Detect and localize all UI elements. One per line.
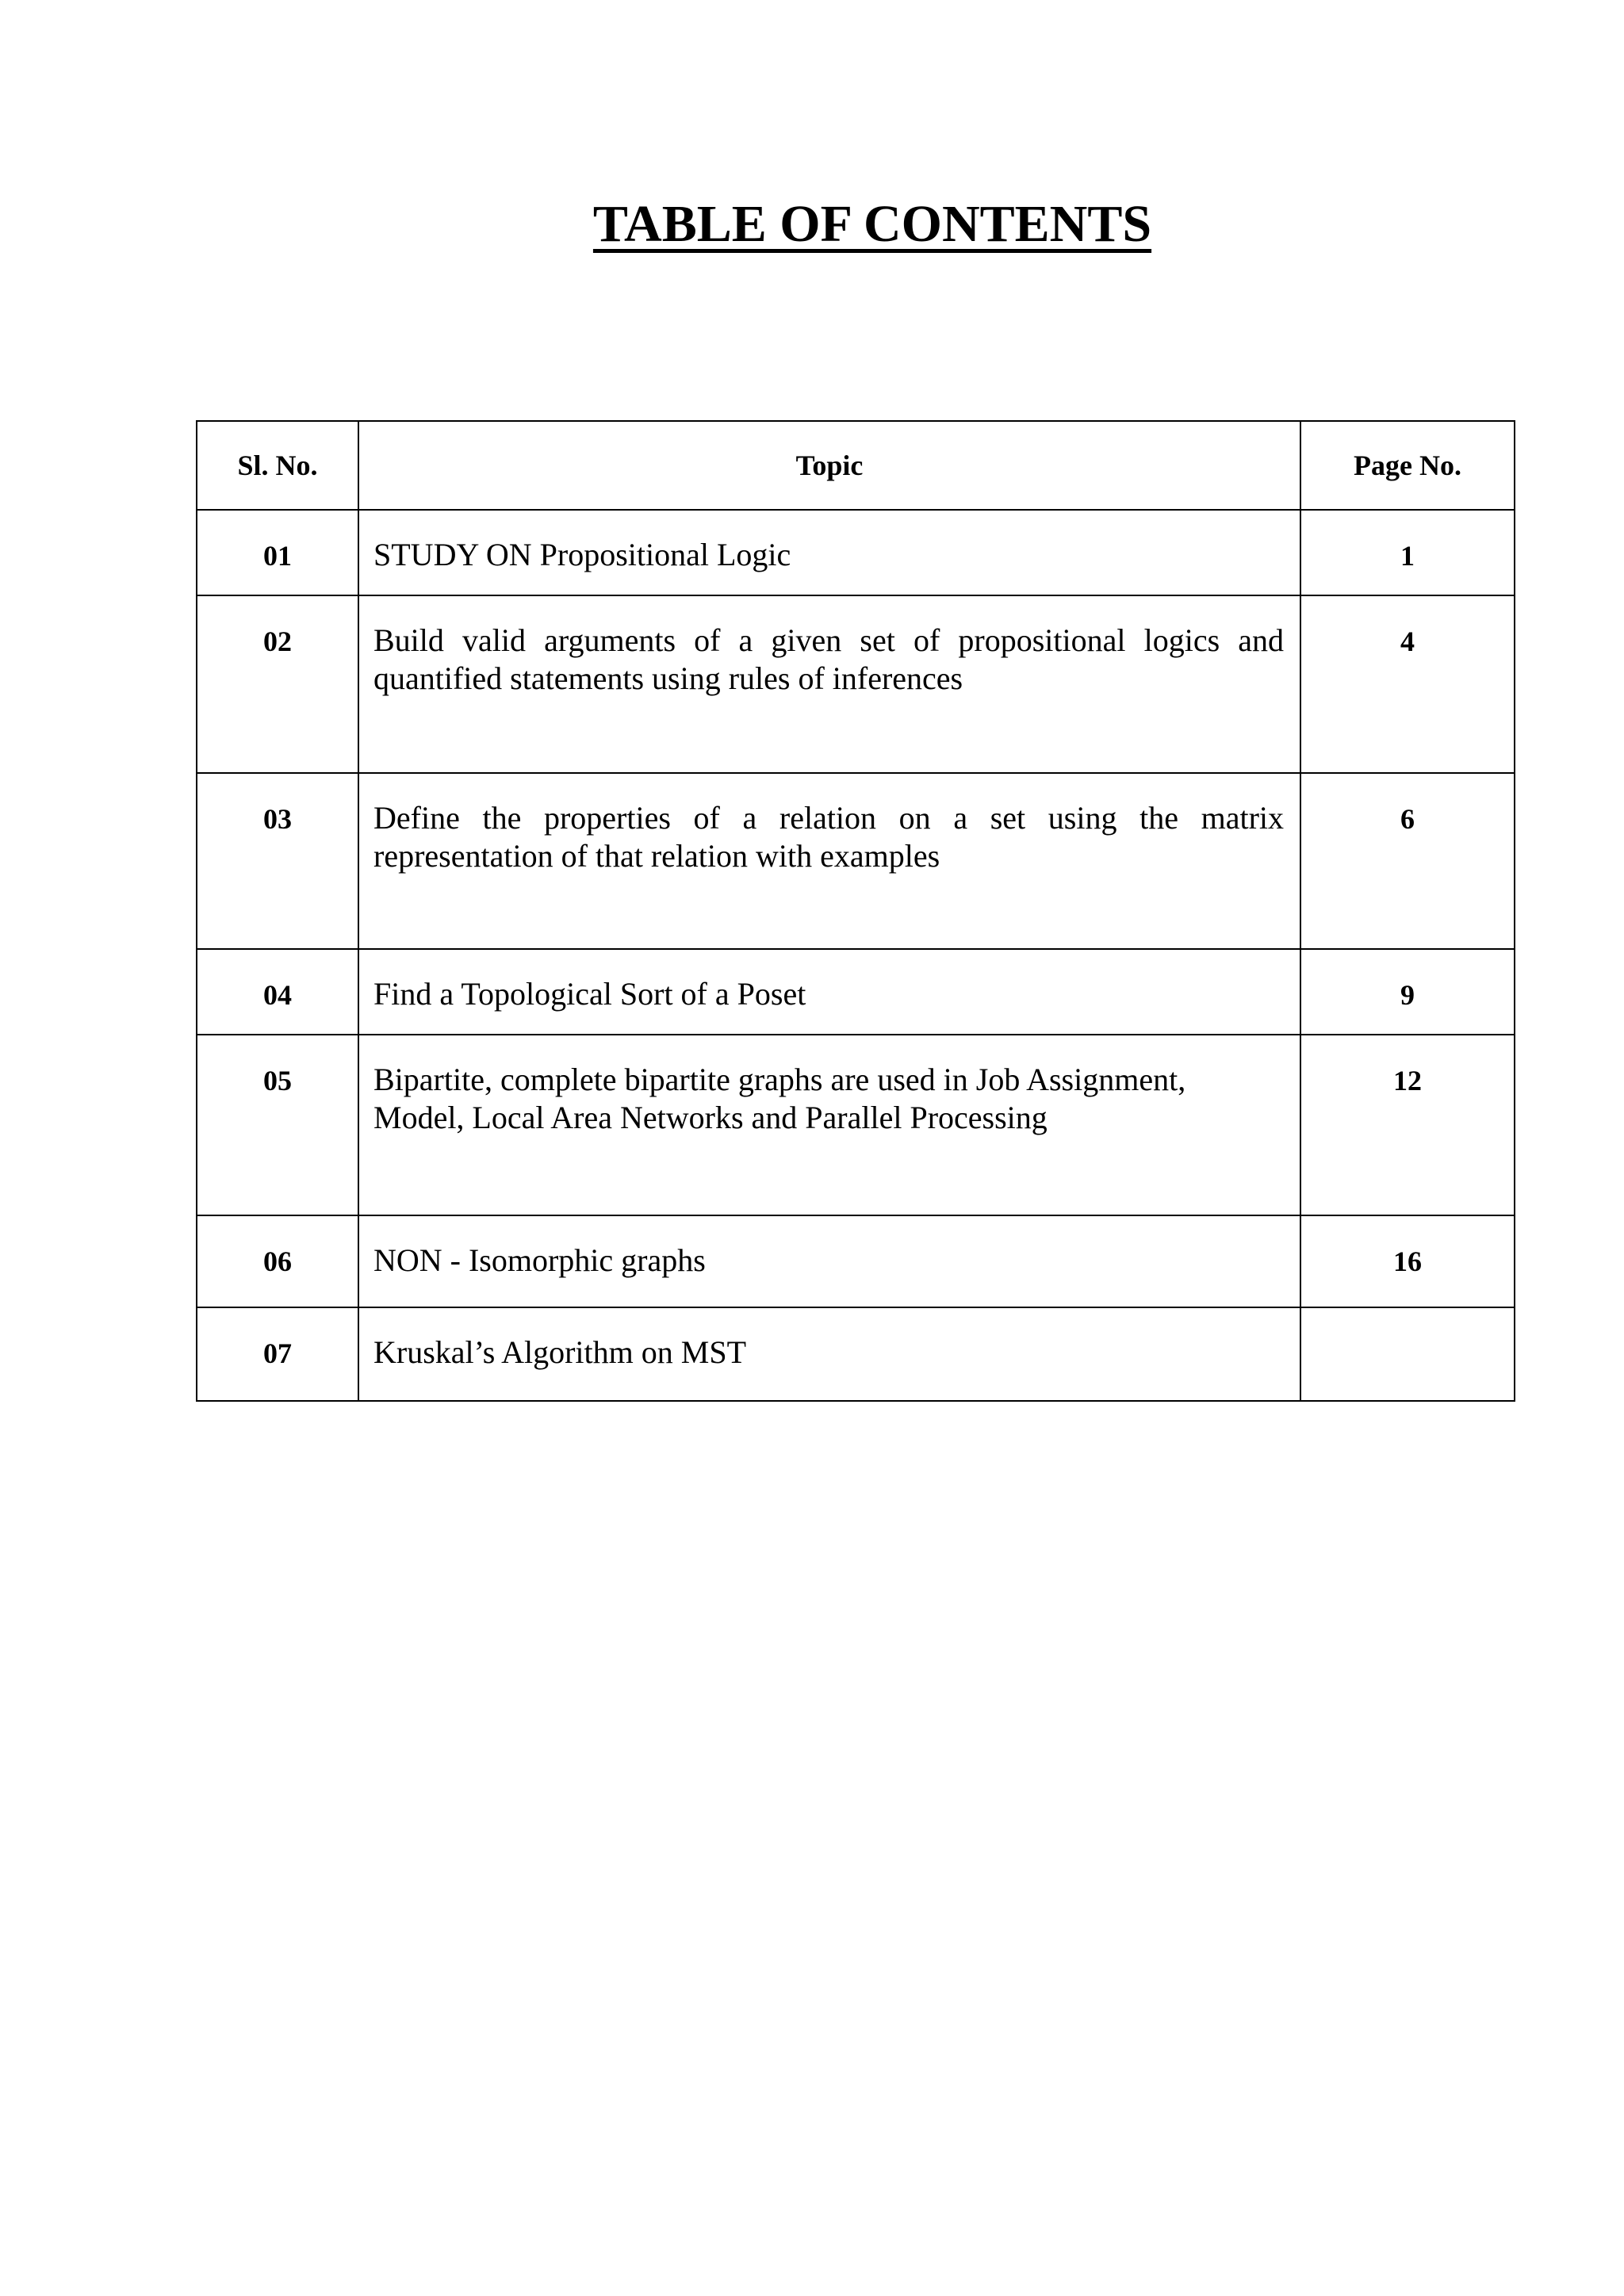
row-topic: Define the properties of a relation on a set using the matrix representation of that relation with examples: [358, 773, 1300, 949]
row-topic: NON - Isomorphic graphs: [358, 1215, 1300, 1307]
table-row: [197, 1307, 1515, 1401]
table-header-row: [197, 421, 1515, 510]
row-page-no: [1300, 1307, 1515, 1401]
row-sl-no: 05: [197, 1035, 358, 1215]
table-row: [197, 595, 1515, 773]
table-row: [197, 773, 1515, 949]
row-page-no: 6: [1300, 773, 1515, 949]
header-topic: Topic: [358, 421, 1300, 510]
row-sl-no: 03: [197, 773, 358, 949]
row-sl-no: 04: [197, 949, 358, 1035]
row-sl-no: 02: [197, 595, 358, 773]
row-page-no: 1: [1300, 510, 1515, 595]
row-sl-no: 01: [197, 510, 358, 595]
page-title: [0, 195, 1624, 253]
contents-table: [196, 420, 1515, 1402]
row-topic: Find a Topological Sort of a Poset: [358, 949, 1300, 1035]
row-page-no: 12: [1300, 1035, 1515, 1215]
row-page-no: 16: [1300, 1215, 1515, 1307]
page-title-text: TABLE OF CONTENTS: [592, 195, 1152, 253]
row-topic: Bipartite, complete bipartite graphs are used in Job Assignment, Model, Local Area Networks and Parallel Processing: [358, 1035, 1300, 1215]
row-topic: STUDY ON Propositional Logic: [358, 510, 1300, 595]
header-page-no: Page No.: [1300, 421, 1515, 510]
row-sl-no: 07: [197, 1307, 358, 1401]
row-topic: Build valid arguments of a given set of propositional logics and quantified statements using rules of inferences: [358, 595, 1300, 773]
table-row: [197, 510, 1515, 595]
header-sl-no: Sl. No.: [197, 421, 358, 510]
table-row: [197, 949, 1515, 1035]
row-page-no: 4: [1300, 595, 1515, 773]
row-sl-no: 06: [197, 1215, 358, 1307]
table-row: [197, 1035, 1515, 1215]
table-row: [197, 1215, 1515, 1307]
row-topic: Kruskal’s Algorithm on MST: [358, 1307, 1300, 1401]
row-page-no: 9: [1300, 949, 1515, 1035]
